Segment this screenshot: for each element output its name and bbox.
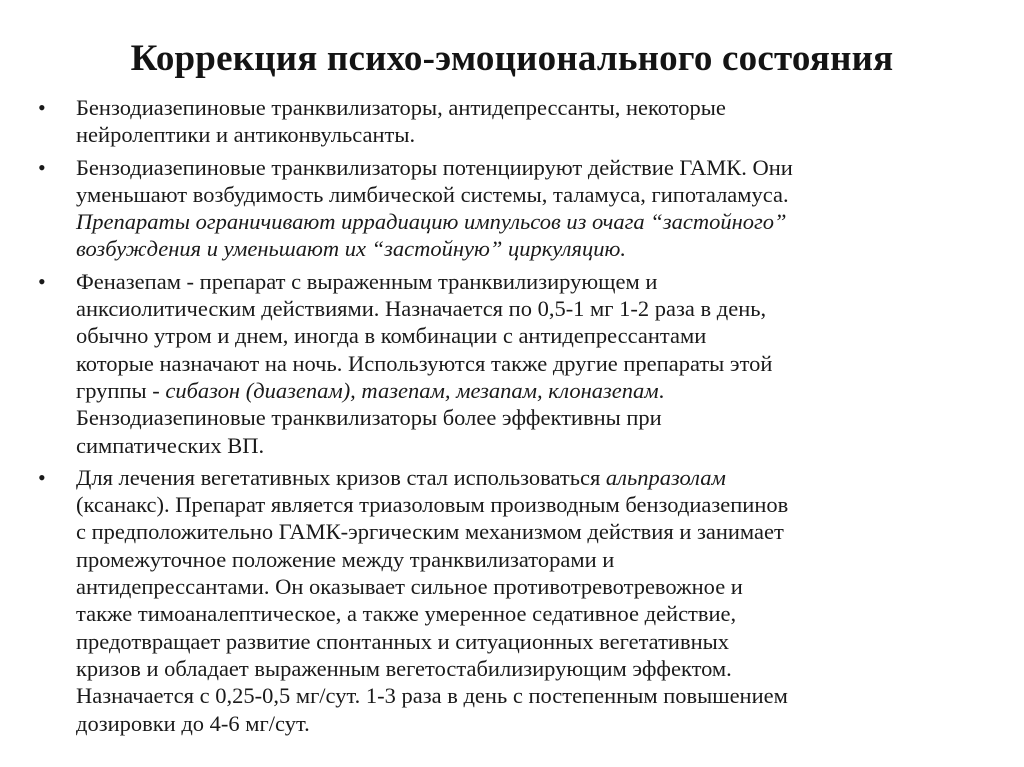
text-segment: промежуточное положение между транквилизаторами и	[76, 546, 615, 572]
text-segment: антидепрессантами. Он оказывает сильное противотревотревожное и	[76, 574, 743, 600]
bullet-text-line	[76, 295, 998, 322]
bullet-dot-icon: •	[38, 268, 46, 294]
text-segment: симпатических ВП.	[76, 432, 265, 458]
bullet-text-line	[76, 518, 998, 545]
bullet-text-line	[76, 404, 998, 431]
text-segment: Для лечения вегетативных кризов стал использоваться	[76, 464, 606, 490]
text-segment: предотвращает развитие спонтанных и ситуационных вегетативных	[76, 628, 729, 654]
text-segment: уменьшают возбудимость лимбической системы, таламуса, гипоталамуса.	[76, 181, 789, 207]
bullet-text-line	[76, 573, 998, 600]
text-segment: Назначается с 0,25-0,5 мг/сут. 1-3 раза в день с постепенным повышением	[76, 683, 788, 709]
text-segment: нейролептики и антиконвульсанты.	[76, 122, 416, 148]
bullet-dot-icon: •	[38, 95, 46, 120]
bullet-text-line	[76, 268, 998, 295]
bullet-text-line	[76, 154, 998, 181]
bullet-text-line	[76, 322, 998, 349]
italic-text-segment: сибазон (диазепам), тазепам, мезапам, клоназепам	[165, 377, 659, 403]
bullet-item	[38, 154, 998, 263]
bullet-dot-icon: •	[38, 464, 46, 490]
text-segment: .	[658, 377, 665, 403]
bullet-text-line	[76, 121, 998, 148]
text-segment: обычно утром и днем, иногда в комбинации с антидепрессантами	[76, 323, 707, 349]
bullet-text-line	[76, 181, 998, 208]
bullet-text-line	[76, 655, 998, 682]
bullet-text-line	[76, 350, 998, 377]
bullet-item	[38, 464, 998, 737]
bullet-text-line	[76, 94, 998, 121]
bullet-text-line	[76, 377, 998, 404]
slide-title: Коррекция психо-эмоционального состояния	[130, 38, 894, 79]
text-segment: Феназепам - препарат с выраженным транквилизирующем и	[76, 268, 658, 294]
bullet-text-line	[76, 491, 998, 518]
text-segment: кризов и обладает выраженным вегетостабилизирующим эффектом.	[76, 655, 732, 681]
text-segment: Бензодиазепиновые транквилизаторы потенциируют действие ГАМК. Они	[76, 154, 793, 180]
text-segment: также тимоаналептическое, а также умеренное седативное действие,	[76, 601, 737, 627]
bullet-text-line	[76, 464, 998, 491]
italic-text-segment: возбуждения и уменьшают их “застойную” циркуляцию.	[76, 236, 626, 262]
bullet-text-line	[76, 208, 998, 235]
text-segment: группы -	[76, 377, 166, 403]
bullet-item	[38, 94, 998, 149]
bullet-text-line	[76, 600, 998, 627]
bullet-text-line	[76, 546, 998, 573]
bullet-dot-icon: •	[38, 154, 46, 180]
bullet-text-line	[76, 432, 998, 459]
italic-text-segment: альпразолам	[605, 464, 726, 490]
bullet-item	[38, 268, 998, 459]
text-segment: Бензодиазепиновые транквилизаторы более эффективны при	[76, 405, 662, 431]
text-segment: анксиолитическим действиями. Назначается по 0,5-1 мг 1-2 раза в день,	[76, 296, 767, 322]
bullet-text-line	[76, 628, 998, 655]
text-segment: (ксанакс). Препарат является триазоловым производным бензодиазепинов	[76, 492, 789, 518]
italic-text-segment: Препараты ограничивают иррадиацию импульсов из очага “застойного”	[76, 209, 787, 235]
bullet-text-line	[76, 682, 998, 709]
text-segment: которые назначают на ночь. Используются также другие препараты этой	[76, 350, 773, 376]
text-segment: с предположительно ГАМК-эргическим механизмом действия и занимает	[76, 519, 784, 545]
text-segment: дозировки до 4-6 мг/сут.	[76, 710, 310, 736]
text-segment: Бензодиазепиновые транквилизаторы, антидепрессанты, некоторые	[76, 95, 726, 120]
bullet-text-line	[76, 710, 998, 737]
bullet-list	[38, 94, 998, 742]
bullet-text-line	[76, 235, 998, 262]
